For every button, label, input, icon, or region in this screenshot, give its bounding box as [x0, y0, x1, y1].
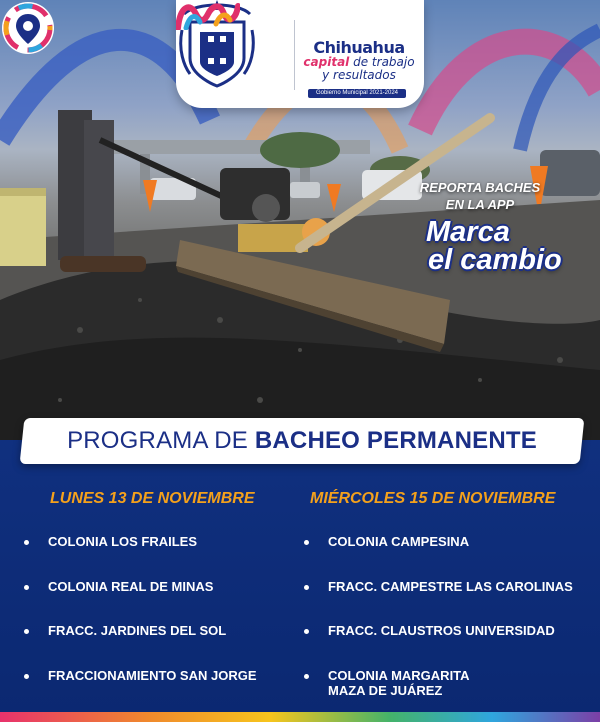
report-line-1: REPORTA BACHES — [419, 180, 541, 195]
list-item-line-2: MAZA DE JUÁREZ — [328, 682, 443, 698]
location-pin-icon — [0, 0, 56, 58]
app-name-logo — [426, 218, 576, 274]
report-line-2: EN LA APP — [445, 197, 515, 212]
brand-slogan — [298, 56, 420, 82]
day-heading-wednesday: MIÉRCOLES 15 DE NOVIEMBRE — [310, 490, 556, 507]
list-item: FRACC. JARDINES DEL SOL — [22, 623, 257, 668]
list-item-line-1: COLONIA MARGARITA — [328, 667, 470, 683]
brand-slogan-line3: y resultados — [322, 68, 396, 82]
wednesday-neighborhood-list — [302, 534, 573, 712]
day-heading-monday: LUNES 13 DE NOVIEMBRE — [50, 490, 255, 507]
program-title-bold: BACHEO PERMANENTE — [254, 427, 537, 454]
brand-government-tag: Gobierno Municipal 2021-2024 — [308, 89, 406, 98]
list-item: FRACC. CLAUSTROS UNIVERSIDAD — [302, 623, 573, 668]
app-name-line-1: Marca — [426, 216, 510, 248]
list-item — [302, 668, 573, 713]
program-title — [22, 418, 582, 464]
list-item: COLONIA LOS FRAILES — [22, 534, 257, 579]
logo-divider — [294, 20, 295, 90]
list-item: FRACC. CAMPESTRE LAS CAROLINAS — [302, 579, 573, 624]
header-logo-card — [176, 0, 424, 108]
app-name-line-2: el cambio — [428, 244, 562, 276]
list-item: COLONIA CAMPESINA — [302, 534, 573, 579]
list-item: FRACCIONAMIENTO SAN JORGE — [22, 668, 257, 713]
list-item: COLONIA REAL DE MINAS — [22, 579, 257, 624]
report-callout — [410, 179, 550, 213]
brand-color-stripe — [0, 712, 600, 722]
brand-slogan-highlight: capital — [303, 55, 350, 69]
brand-m-icon — [176, 0, 240, 30]
brand-name: Chihuahua — [313, 38, 405, 57]
program-title-light: PROGRAMA DE — [67, 427, 255, 454]
monday-neighborhood-list — [22, 534, 257, 712]
brand-slogan-rest: de trabajo — [349, 55, 415, 69]
